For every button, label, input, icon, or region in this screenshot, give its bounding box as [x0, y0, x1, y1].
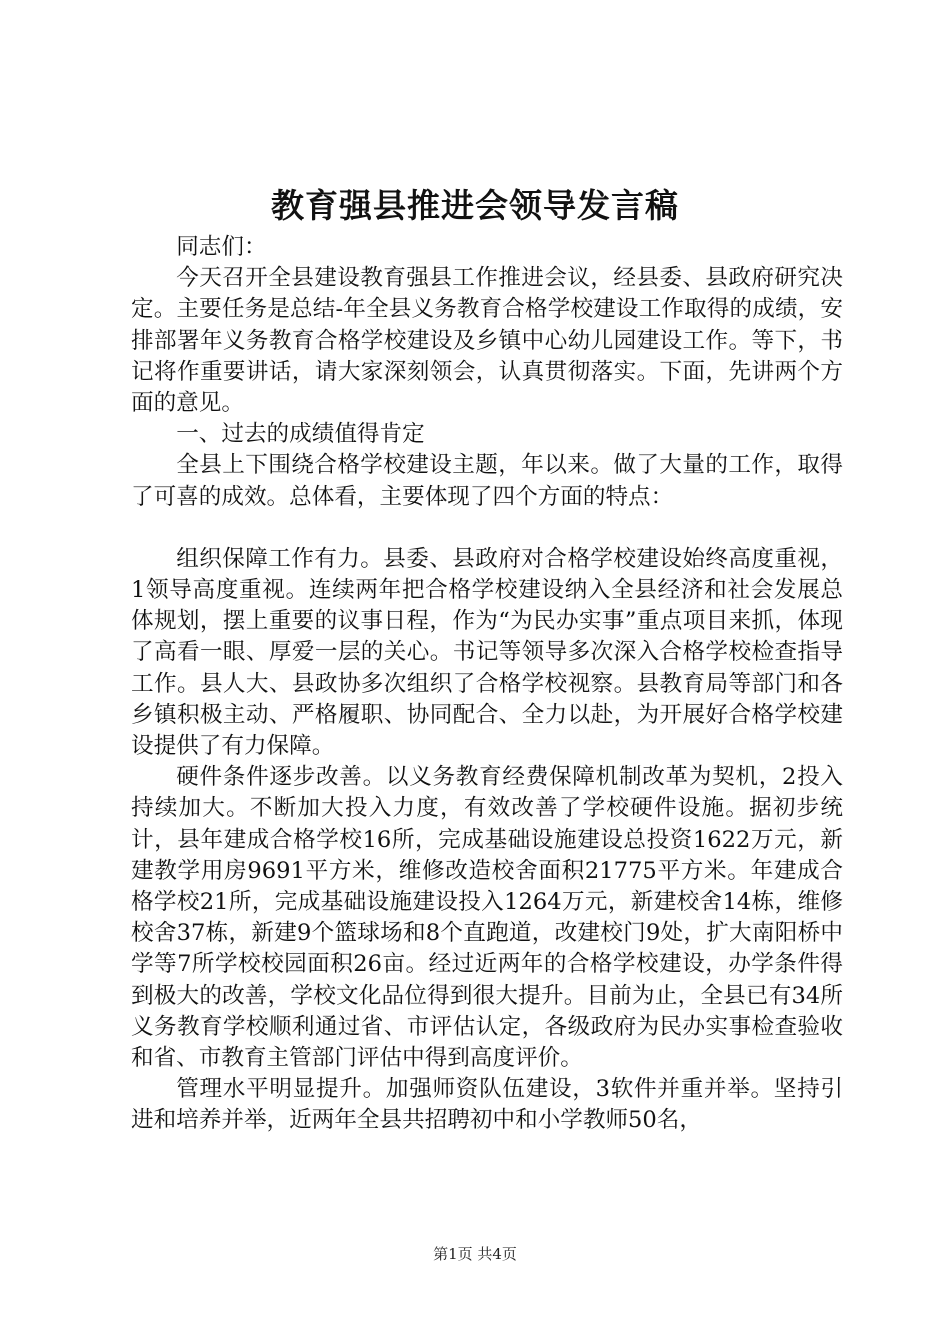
document-body	[131, 232, 843, 1137]
paragraph-overview: 全县上下围绕合格学校建设主题，年以来。做了大量的工作，取得了可喜的成效。总体看，主要体现了四个方面的特点：	[131, 452, 843, 510]
salutation: 同志们：	[176, 234, 267, 260]
document-title: 教育强县推进会领导发言稿	[271, 186, 679, 225]
paragraph-intro: 今天召开全县建设教育强县工作推进会议，经县委、县政府研究决定。主要任务是总结-年全县义务教育合格学校建设工作取得的成绩，安排部署年义务教育合格学校建设及乡镇中心幼儿园建设工作。等下，书记将作重要讲话，请大家深刻领会，认真贯彻落实。下面，先讲两个方面的意见。	[131, 265, 843, 417]
paragraph-management: 管理水平明显提升。加强师资队伍建设，3软件并重并举。坚持引进和培养并举，近两年全县共招聘初中和小学教师50名，	[131, 1076, 843, 1134]
page-footer: 第1页 共4页	[433, 1245, 517, 1263]
paragraph-organization: 组织保障工作有力。县委、县政府对合格学校建设始终高度重视，1领导高度重视。连续两年把合格学校建设纳入全县经济和社会发展总体规划，摆上重要的议事日程，作为“为民办实事”重点项目来抓，体现了高看一眼、厚爱一层的关心。书记等领导多次深入合格学校检查指导工作。县人大、县政协多次组织了合格学校视察。县教育局等部门和各乡镇积极主动、严格履职、协同配合、全力以赴，为开展好合格学校建设提供了有力保障。	[131, 545, 843, 760]
paragraph-hardware: 硬件条件逐步改善。以义务教育经费保障机制改革为契机，2投入持续加大。不断加大投入力度，有效改善了学校硬件设施。据初步统计，县年建成合格学校16所，完成基础设施建设总投资1622万元，新建教学用房9691平方米，维修改造校舍面积21775平方米。年建成合格学校21所，完成基础设施建设投入1264万元，新建校舍14栋，维修校舍37栋，新建9个篮球场和8个直跑道，改建校门9处，扩大南阳桥中学等7所学校校园面积26亩。经过近两年的合格学校建设，办学条件得到极大的改善，学校文化品位得到很大提升。目前为止，全县已有34所义务教育学校顺利通过省、市评估认定，各级政府为民办实事检查验收和省、市教育主管部门评估中得到高度评价。	[131, 764, 843, 1072]
section-heading: 一、过去的成绩值得肯定	[176, 421, 425, 448]
